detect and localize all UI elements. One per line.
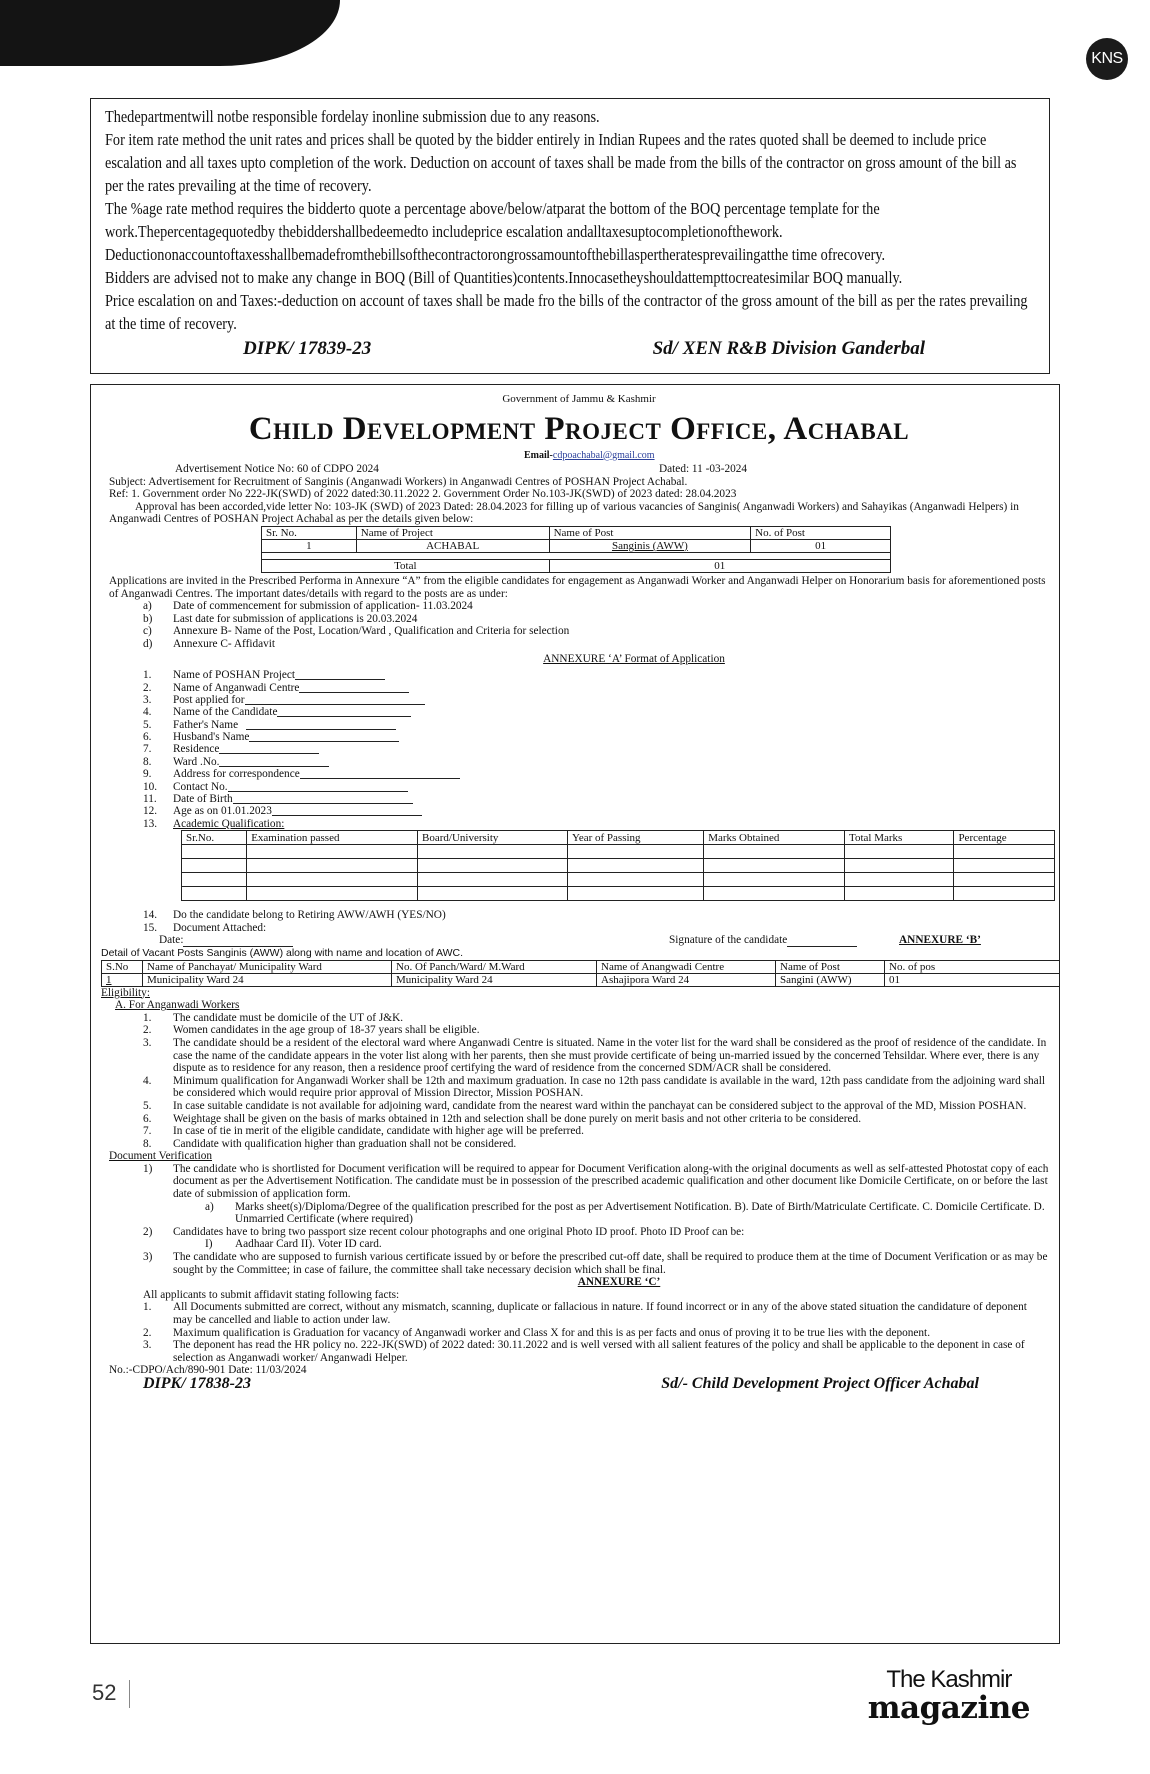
tender-paragraph: Price escalation on and Taxes:-deduction on account of taxes shall be made fro the bills of the contractor of the gross amount of the bill as per the rates prevailing at the time of recovery. bbox=[105, 291, 1028, 333]
list-item bbox=[109, 1075, 1049, 1100]
field-blank bbox=[299, 682, 409, 693]
list-item bbox=[109, 1163, 1049, 1201]
eligibility-subtitle: A. For Anganwadi Workers bbox=[115, 999, 240, 1012]
field-number: 7. bbox=[143, 743, 152, 756]
qualification-table bbox=[181, 830, 1055, 901]
advertisement-row bbox=[109, 463, 1049, 476]
field-number: 14. bbox=[143, 909, 158, 922]
table-row bbox=[102, 973, 1061, 986]
table-row bbox=[262, 552, 891, 559]
table-row bbox=[182, 873, 1055, 887]
approval-paragraph: Approval has been accorded,vide letter No: 103-JK (SWD) of 2023 Dated: 28.04.2023 for filling up of various vacancies of Sanginis( Anganwadi Workers) and Sahayikas (Anganwadi Helpers) in Anganwadi Centres of POSHAN Project Achabal as per the details given below: bbox=[109, 500, 1019, 526]
form-field bbox=[109, 818, 1049, 830]
list-text: The candidate who are supposed to furnish various certificate issued by or before the prescribed cut-off date, shall be required to produce them at the time of Document Verification or as may be sought by the Committee; in case of failure, the committee shall take necessary decision which shall be final. bbox=[173, 1251, 1048, 1276]
table-cell: Municipality Ward 24 bbox=[392, 973, 597, 986]
affidavit-list bbox=[109, 1301, 1049, 1364]
list-item bbox=[109, 1100, 1049, 1113]
table-header: No. Of Panch/Ward/ M.Ward bbox=[392, 960, 597, 973]
adv-dated: Dated: 11 -03-2024 bbox=[659, 462, 748, 475]
table-cell bbox=[704, 859, 845, 873]
form-field bbox=[109, 669, 1049, 681]
table-cell: Sanginis (AWW) bbox=[549, 539, 751, 552]
cdpo-signatory: Sd/- Child Development Project Officer Achabal bbox=[661, 1374, 979, 1392]
list-text: All Documents submitted are correct, without any mismatch, scanning, duplicate or fallacious in nature. If found incorrect or in any of the above stated situation the candidature of deponent may be cancelled and liable to action under law. bbox=[173, 1301, 1027, 1327]
table-cell bbox=[247, 845, 418, 859]
form-field bbox=[109, 793, 1049, 805]
table-cell bbox=[418, 845, 568, 859]
table-cell: Sangini (AWW) bbox=[776, 973, 885, 986]
table-cell: 1 bbox=[102, 973, 143, 986]
table-total-row bbox=[262, 559, 891, 572]
table-cell bbox=[182, 845, 247, 859]
list-text: Candidate with qualification higher than graduation shall not be considered. bbox=[173, 1137, 517, 1150]
dates-list bbox=[109, 600, 1049, 650]
list-text: Marks sheet(s)/Diploma/Degree of the qualification prescribed for the post as per Advertisement Notification. B). Date of Birth/Matriculate Certificate. C. Domicile Certificate. D. Unmarried Certificate (where required) bbox=[235, 1200, 1045, 1226]
date-blank bbox=[183, 936, 293, 947]
tender-paragraph: Bidders are advised not to make any change in BOQ (Bill of Quantities)contents.Innocasetheyshouldattempttocreatesimilar BOQ manually. bbox=[105, 268, 903, 287]
signature-blank bbox=[787, 936, 857, 947]
form-field bbox=[109, 768, 1049, 780]
total-label: Total bbox=[262, 559, 550, 572]
table-cell bbox=[247, 859, 418, 873]
table-cell bbox=[182, 859, 247, 873]
table-cell bbox=[247, 873, 418, 887]
field-label: Name of Anganwadi Centre bbox=[173, 681, 300, 694]
table-cell: 01 bbox=[885, 973, 1061, 986]
list-item bbox=[109, 1024, 1049, 1037]
table-row bbox=[182, 887, 1055, 901]
list-item bbox=[109, 1339, 1049, 1364]
list-item bbox=[109, 1226, 1049, 1239]
list-item bbox=[109, 1012, 1049, 1025]
list-item bbox=[109, 1037, 1049, 1075]
table-cell bbox=[568, 873, 704, 887]
form-field bbox=[109, 781, 1049, 793]
table-cell: 1 bbox=[262, 539, 357, 552]
list-text: In case of tie in merit of the eligible candidate, candidate with higher age will be preferred. bbox=[173, 1125, 584, 1138]
cdpo-notice-box bbox=[90, 384, 1060, 1644]
list-number: b) bbox=[143, 612, 153, 625]
list-item bbox=[109, 638, 1049, 651]
list-number: 1. bbox=[143, 1011, 152, 1024]
list-item bbox=[109, 600, 1049, 613]
list-number: 8. bbox=[143, 1137, 152, 1150]
table-cell bbox=[954, 845, 1055, 859]
field-blank bbox=[219, 743, 319, 754]
table-cell bbox=[704, 845, 845, 859]
list-number: 7. bbox=[143, 1125, 152, 1138]
list-text: The deponent has read the HR policy no. 222-JK(SWD) of 2022 dated: 30.11.2022 and is well versed with all salient features of the policy and shall be applicable to the deponent in case of selection as Anganwadi worker/ Anganwadi Helper. bbox=[173, 1339, 1025, 1364]
email-row bbox=[109, 450, 1049, 463]
table-cell bbox=[954, 859, 1055, 873]
form-field bbox=[109, 719, 1049, 731]
question-15 bbox=[109, 922, 1049, 934]
list-text: The candidate should be a resident of the electoral ward where Anganwadi Centre is situated. Name in the voter list for the ward shall be considered as the proof of residence of the candidate. In case the name of the candidate appears in the voter list along with her parents, then she must provide certificate of being un-married issued by the concerned Tehsildar. Where ever, there is any dispute as to residence for any reason, then a residence proof certifying the ward of residence from the concerned SDM/ACR shall be considered. bbox=[173, 1036, 1047, 1075]
list-item bbox=[109, 1327, 1049, 1340]
vacant-posts-title: Detail of Vacant Posts Sanginis (AWW) along with name and location of AWC. bbox=[101, 946, 464, 959]
table-row bbox=[262, 539, 891, 552]
list-number: d) bbox=[143, 637, 153, 650]
field-label: Post applied for bbox=[173, 693, 245, 706]
field-blank bbox=[295, 669, 385, 680]
field-number: 4. bbox=[143, 706, 152, 719]
application-form bbox=[109, 669, 1049, 830]
field-label: Date of Birth bbox=[173, 793, 233, 806]
table-cell bbox=[568, 887, 704, 901]
email-link[interactable]: cdpoachabal@gmail.com bbox=[552, 449, 655, 461]
table-cell: Municipality Ward 24 bbox=[143, 973, 392, 986]
list-number: 5. bbox=[143, 1099, 152, 1112]
field-label: Age as on 01.01.2023 bbox=[173, 805, 272, 818]
list-text: Annexure B- Name of the Post, Location/Ward , Qualification and Criteria for selection bbox=[173, 625, 570, 638]
table-cell: ACHABAL bbox=[356, 539, 549, 552]
total-value: 01 bbox=[549, 559, 890, 572]
magazine-logo-top: The Kashmir bbox=[886, 1666, 1012, 1693]
form-field bbox=[109, 706, 1049, 718]
office-title: Child Development Project Office, Achabal bbox=[248, 410, 910, 447]
table-cell bbox=[182, 887, 247, 901]
table-cell bbox=[845, 873, 954, 887]
field-label: Name of the Candidate bbox=[173, 706, 278, 719]
field-label: Residence bbox=[173, 743, 220, 756]
date-label-text: Date: bbox=[159, 933, 184, 946]
table-header: Year of Passing bbox=[568, 831, 704, 845]
kns-logo-text: KNS bbox=[1091, 50, 1123, 67]
table-cell bbox=[704, 887, 845, 901]
table-cell bbox=[845, 845, 954, 859]
field-number: 10. bbox=[143, 780, 158, 793]
table-cell bbox=[704, 873, 845, 887]
tender-signatory: Sd/ XEN R&B Division Ganderbal bbox=[652, 338, 925, 359]
field-label: Do the candidate belong to Retiring AWW/AWH (YES/NO) bbox=[173, 909, 446, 922]
field-blank bbox=[277, 706, 411, 717]
form-field bbox=[109, 731, 1049, 743]
field-blank bbox=[233, 793, 413, 804]
field-number: 15. bbox=[143, 921, 158, 934]
field-number: 6. bbox=[143, 731, 152, 744]
field-number: 5. bbox=[143, 718, 152, 731]
list-number: 2. bbox=[143, 1326, 152, 1339]
table-cell: Ashajipora Ward 24 bbox=[597, 973, 776, 986]
annexure-b-title: ANNEXURE ‘B’ bbox=[899, 933, 981, 946]
tender-paragraph: Deductiononaccountoftaxesshallbemadefromthebillsofthecontractorongrossamountofthebillaspertheratesprevailingatthe time ofrecovery. bbox=[105, 245, 886, 264]
table-cell bbox=[262, 552, 891, 559]
document-verification-title: Document Verification bbox=[109, 1150, 213, 1163]
table-header: Sr.No. bbox=[182, 831, 247, 845]
list-number: a) bbox=[143, 600, 152, 613]
field-label: Address for correspondence bbox=[173, 768, 300, 781]
form-field bbox=[109, 682, 1049, 694]
table-cell bbox=[568, 859, 704, 873]
list-text: Annexure C- Affidavit bbox=[173, 637, 276, 650]
list-number: 3) bbox=[143, 1251, 153, 1264]
field-number: 11. bbox=[143, 793, 157, 806]
field-blank bbox=[228, 781, 408, 792]
list-item bbox=[109, 1125, 1049, 1138]
field-label: Ward .No. bbox=[173, 755, 220, 768]
field-number: 13. bbox=[143, 817, 158, 830]
field-number: 3. bbox=[143, 693, 152, 706]
list-item bbox=[109, 1301, 1049, 1326]
list-text: Weightage shall be given on the basis of marks obtained in 12th and selection shall be done purely on merit basis and not other criteria to be considered. bbox=[173, 1112, 862, 1125]
magazine-logo-bottom: magazine bbox=[867, 1690, 1030, 1726]
list-text: The candidate who is shortlisted for Document verification will be required to appear for Document Verification along-with the original documents as well as self-attested Photostat copy of each document as per the Advertisement Notification. The candidate must be in possession of the prescribed academic qualification and other document like Domicile Certificate, on or before the last date of submission of application form. bbox=[173, 1162, 1049, 1201]
table-header: Name of Post bbox=[549, 526, 751, 539]
field-blank bbox=[249, 731, 399, 742]
table-header: Percentage bbox=[954, 831, 1055, 845]
table-header-row bbox=[102, 960, 1061, 973]
affidavit-intro: All applicants to submit affidavit stating following facts: bbox=[143, 1288, 400, 1301]
field-number: 12. bbox=[143, 805, 158, 818]
table-row bbox=[182, 845, 1055, 859]
field-label: Document Attached: bbox=[173, 921, 267, 934]
field-label: Husband's Name bbox=[173, 731, 250, 744]
kns-logo bbox=[1086, 38, 1128, 80]
document-verification-list bbox=[109, 1163, 1049, 1276]
field-label: Contact No. bbox=[173, 780, 228, 793]
table-cell bbox=[182, 873, 247, 887]
list-text: Candidates have to bring two passport size recent colour photographs and one original Photo ID proof. Photo ID Proof can be: bbox=[173, 1225, 745, 1238]
table-header-row bbox=[262, 526, 891, 539]
applications-paragraph: Applications are invited in the Prescribed Performa in Annexure “A” from the eligible candidates for engagement as Anganwadi Worker and Anganwadi Helper on Honorarium basis for aforementioned posts of Anganwadi Centres. The important dates/details with regard to the posts are as under: bbox=[109, 574, 1046, 600]
list-text: Women candidates in the age group of 18-37 years shall be eligible. bbox=[173, 1024, 480, 1037]
list-text: The candidate must be domicile of the UT of J&K. bbox=[173, 1011, 404, 1024]
table-header: Board/University bbox=[418, 831, 568, 845]
table-cell bbox=[954, 887, 1055, 901]
field-blank bbox=[272, 805, 422, 816]
form-field bbox=[109, 694, 1049, 706]
tender-paragraph: The %age rate method requires the bidderto quote a percentage above/below/atparat the bottom of the BOQ percentage template for the work.Thepercentagequotedby thebiddershallbedeemedto includeprice escalation andalltaxesuptocompletionofthework. bbox=[105, 199, 880, 241]
page-number-divider bbox=[129, 1680, 130, 1708]
list-number: c) bbox=[143, 625, 152, 638]
field-label: Academic Qualification: bbox=[173, 817, 285, 830]
list-number: 1) bbox=[143, 1162, 153, 1175]
email-block bbox=[524, 450, 655, 463]
question-14 bbox=[109, 909, 1049, 921]
eligibility-title: Eligibility: bbox=[101, 986, 150, 999]
list-item bbox=[109, 1238, 1049, 1251]
date-label bbox=[159, 934, 293, 947]
field-blank bbox=[300, 768, 460, 779]
tender-paragraph: Thedepartmentwill notbe responsible fordelay inonline submission due to any reasons. bbox=[105, 107, 600, 126]
table-header: Sr. No. bbox=[262, 526, 357, 539]
list-text: Aadhaar Card II). Voter ID card. bbox=[235, 1238, 382, 1251]
table-header: No. of pos bbox=[885, 960, 1061, 973]
order-number-line: No.:-CDPO/Ach/890-901 Date: 11/03/2024 bbox=[109, 1364, 307, 1377]
table-cell bbox=[568, 845, 704, 859]
table-cell bbox=[954, 873, 1055, 887]
reference-line: Ref: 1. Government order No 222-JK(SWD) of 2022 dated:30.11.2022 2. Government Order No.103-JK(SWD) of 2023 dated: 28.04.2023 bbox=[109, 488, 737, 501]
table-header: Total Marks bbox=[845, 831, 954, 845]
form-field bbox=[109, 756, 1049, 768]
form-field bbox=[109, 743, 1049, 755]
cdpo-signature-row bbox=[109, 1374, 1049, 1392]
table-header: Marks Obtained bbox=[704, 831, 845, 845]
list-number: 2. bbox=[143, 1024, 152, 1037]
list-item bbox=[109, 625, 1049, 638]
list-text: Minimum qualification for Anganwadi Worker shall be 12th and maximum graduation. In case no 12th pass candidate is available in the ward, 12th pass candidate from the adjoining ward shall be considered which would require prior approval of Mission Director, Mission POSHAN. bbox=[173, 1074, 1045, 1100]
signature-label-text: Signature of the candidate bbox=[669, 933, 788, 946]
list-number: 1. bbox=[143, 1301, 152, 1314]
table-header-row bbox=[182, 831, 1055, 845]
tender-notice-box bbox=[90, 98, 1050, 374]
signature-label bbox=[669, 934, 857, 947]
table-header: Examination passed bbox=[247, 831, 418, 845]
tender-paragraph: For item rate method the unit rates and prices shall be quoted by the bidder entirely in Indian Rupees and the rates quoted shall be deemed to include price escalation and all taxes upto completion of the work. Deduction on account of taxes shall be made from the bills of the contractor on gross amount of the bill as per the rates prevailing at the time of recovery. bbox=[105, 130, 1017, 195]
table-header: Name of Post bbox=[776, 960, 885, 973]
magazine-logo bbox=[868, 1668, 1030, 1724]
field-number: 8. bbox=[143, 755, 152, 768]
field-label: Father's Name bbox=[173, 718, 239, 731]
adv-notice-no: Advertisement Notice No: 60 of CDPO 2024 bbox=[175, 462, 379, 475]
list-number: 4. bbox=[143, 1074, 152, 1087]
vacant-posts-table bbox=[101, 960, 1060, 987]
corner-decoration bbox=[0, 0, 340, 66]
tender-signature-row bbox=[105, 337, 1035, 360]
list-item bbox=[109, 1251, 1049, 1276]
list-number: 2) bbox=[143, 1225, 153, 1238]
government-heading: Government of Jammu & Kashmir bbox=[502, 393, 656, 405]
table-row bbox=[182, 859, 1055, 873]
list-number: 3. bbox=[143, 1339, 152, 1352]
list-number: 6. bbox=[143, 1112, 152, 1125]
field-blank bbox=[219, 756, 329, 767]
vacancy-summary-table bbox=[261, 526, 891, 573]
table-cell bbox=[845, 859, 954, 873]
list-item bbox=[109, 613, 1049, 626]
eligibility-list bbox=[109, 1012, 1049, 1151]
list-number: I) bbox=[205, 1238, 213, 1251]
list-item bbox=[109, 1138, 1049, 1151]
annexure-c-title: ANNEXURE ‘C’ bbox=[577, 1276, 661, 1289]
field-blank bbox=[246, 719, 396, 730]
table-header: Name of Project bbox=[356, 526, 549, 539]
field-number: 9. bbox=[143, 768, 152, 781]
subject-line: Subject: Advertisement for Recruitment of Sanginis (Anganwadi Workers) in Anganwadi Centres of POSHAN Project Achabal. bbox=[109, 475, 688, 488]
table-cell: 01 bbox=[751, 539, 891, 552]
list-text: Last date for submission of applications is 20.03.2024 bbox=[173, 612, 418, 625]
page-number: 52 bbox=[92, 1680, 117, 1705]
cdpo-ref: DIPK/ 17838-23 bbox=[143, 1374, 251, 1392]
field-number: 2. bbox=[143, 681, 152, 694]
field-blank bbox=[245, 694, 425, 705]
list-number: 3. bbox=[143, 1036, 152, 1049]
field-label: Name of POSHAN Project bbox=[173, 669, 296, 682]
annexure-a-title: ANNEXURE ‘A’ Format of Application bbox=[543, 652, 725, 665]
table-cell bbox=[845, 887, 954, 901]
table-header: No. of Post bbox=[751, 526, 891, 539]
form-field bbox=[109, 805, 1049, 817]
list-text: In case suitable candidate is not available for adjoining ward, candidate from the nearest ward within the panchayat can be considered subject to the approval of the MD, Mission POSHAN. bbox=[173, 1099, 1027, 1112]
email-label: Email- bbox=[524, 449, 553, 461]
table-header: Name of Anangwadi Centre bbox=[597, 960, 776, 973]
list-item bbox=[109, 1113, 1049, 1126]
table-cell bbox=[418, 859, 568, 873]
table-header: S.No bbox=[102, 960, 143, 973]
field-number: 1. bbox=[143, 669, 152, 682]
date-signature-row bbox=[109, 934, 1049, 947]
table-header: Name of Panchayat/ Municipality Ward bbox=[143, 960, 392, 973]
list-text: Maximum qualification is Graduation for vacancy of Anganwadi worker and Class X for and this is as per facts and onus of proving it to be true lies with the deponent. bbox=[173, 1326, 931, 1339]
table-cell bbox=[418, 873, 568, 887]
list-number: a) bbox=[205, 1200, 214, 1213]
tender-ref: DIPK/ 17839-23 bbox=[243, 338, 372, 359]
list-item bbox=[109, 1201, 1049, 1226]
table-cell bbox=[247, 887, 418, 901]
list-text: Date of commencement for submission of application- 11.03.2024 bbox=[173, 600, 473, 613]
table-cell bbox=[418, 887, 568, 901]
